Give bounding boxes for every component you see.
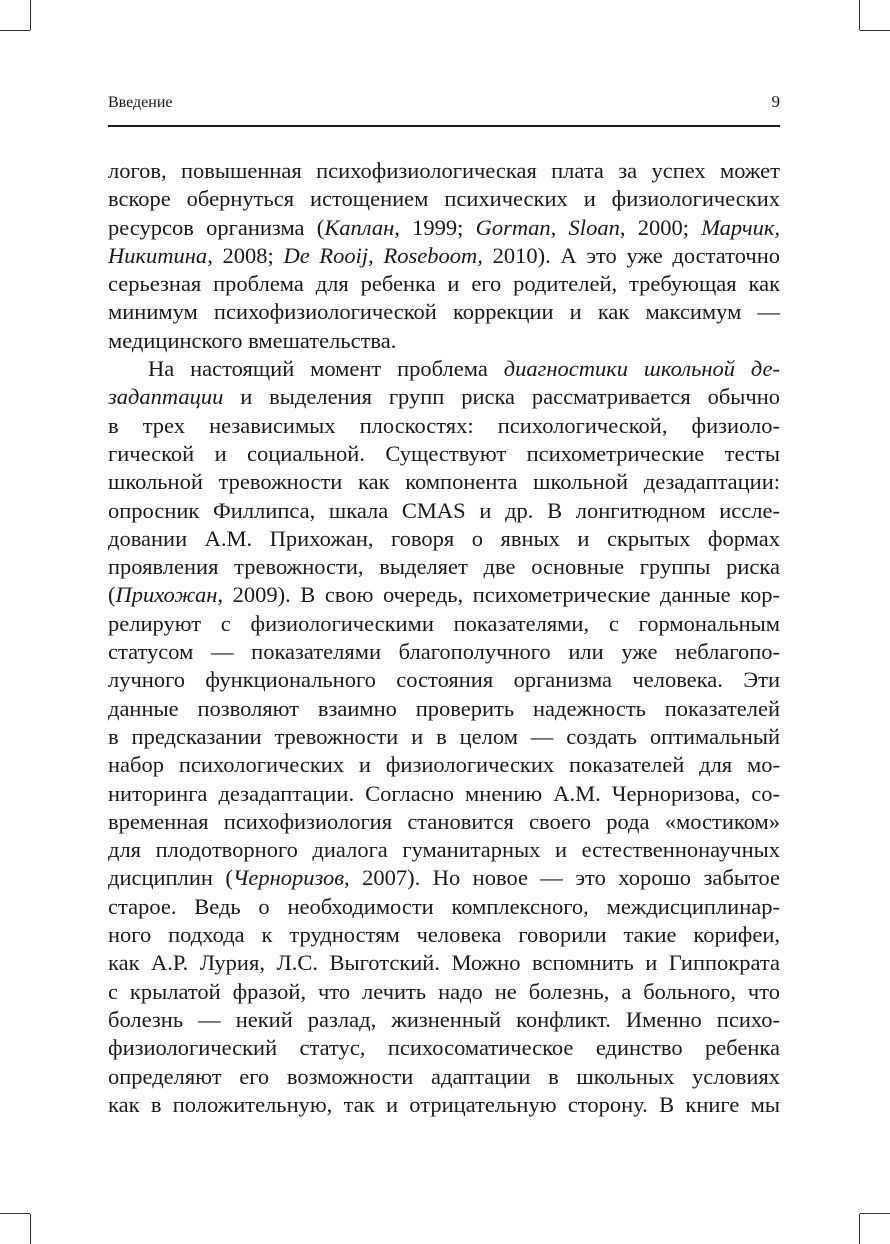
text-run: дисциплин ( (108, 865, 233, 891)
italic-citation: De Rooij, Roseboom, (283, 242, 483, 268)
header-rule (108, 125, 780, 127)
crop-mark-bottom-left-h (0, 1213, 30, 1214)
italic-citation: Марчик, (701, 214, 780, 240)
text-line (108, 1034, 780, 1062)
text-run: серьезная проблема для ребенка и его родителей, требующая как (108, 271, 780, 297)
text-run: На настоящий момент проблема (148, 356, 504, 382)
text-line (108, 723, 780, 751)
crop-mark-top-right (859, 0, 860, 30)
text-line (108, 610, 780, 638)
text-run: школьной тревожности как компонента школьной дезадаптации: (108, 469, 780, 495)
text-line (108, 921, 780, 949)
text-line (108, 695, 780, 723)
text-line (108, 440, 780, 468)
italic-citation: Gorman, Sloan (475, 214, 620, 240)
text-run: статусом — показателями благополучного или уже неблагопо- (108, 639, 780, 665)
text-run: минимум психофизиологической коррекции и как максимум — (108, 299, 780, 325)
text-line (108, 864, 780, 892)
text-run: определяют его возможности адаптации в школьных условиях (108, 1063, 780, 1089)
text-run: как А.Р. Лурия, Л.С. Выготский. Можно вспомнить и Гиппократа (108, 950, 780, 976)
crop-mark-top-left (30, 0, 31, 30)
text-line (108, 893, 780, 921)
text-run: физиологический статус, психосоматическое единство ребенка (108, 1035, 780, 1061)
italic-citation: Каплан (324, 214, 395, 240)
italic-citation: Никитина (108, 242, 208, 268)
text-run: ( (108, 582, 116, 608)
body-text (108, 157, 780, 1119)
text-run: как в положительную, так и отрицательную сторону. В книге мы (108, 1091, 780, 1117)
text-line (108, 553, 780, 581)
text-run: с крылатой фразой, что лечить надо не болезнь, а больного, что (108, 978, 780, 1004)
text-line (108, 1091, 780, 1119)
text-line (108, 751, 780, 779)
page-header (108, 92, 780, 112)
text-line (108, 949, 780, 977)
text-run: , 1999; (394, 214, 476, 240)
text-run: временная психофизиология становится своего рода «мостиком» (108, 808, 780, 834)
italic-citation: Черноризов (232, 865, 345, 891)
text-line (108, 1006, 780, 1034)
text-line (108, 836, 780, 864)
text-line (108, 468, 780, 496)
text-line (108, 808, 780, 836)
text-line (108, 270, 780, 298)
text-run: довании А.М. Прихожан, говоря о явных и скрытых формах (108, 525, 780, 551)
text-run: медицинского вмешательства. (108, 327, 397, 353)
text-run: 2010). А это уже достаточно (482, 242, 780, 268)
text-run: , 2008; (207, 242, 284, 268)
text-run: набор психологических и физиологических показателей для мо- (108, 752, 780, 778)
text-run: лучного функционального состояния организма человека. Эти (108, 667, 780, 693)
crop-mark-top-left-h (0, 30, 30, 31)
text-run: ного подхода к трудностям человека говорили такие корифеи, (108, 922, 780, 948)
page-number: 9 (771, 92, 780, 111)
text-run: для плодотворного диалога гуманитарных и естественнонаучных (108, 837, 780, 863)
text-line (108, 780, 780, 808)
text-run: старое. Ведь о необходимости комплексного, междисциплинар- (108, 893, 780, 919)
text-line (108, 298, 780, 326)
italic-citation: задаптации (108, 384, 224, 410)
text-line (108, 666, 780, 694)
crop-mark-top-right-h (860, 30, 890, 31)
text-line (108, 525, 780, 553)
text-run: данные позволяют взаимно проверить надежность показателей (108, 695, 780, 721)
text-line (108, 497, 780, 525)
text-line (108, 1063, 780, 1091)
text-line (108, 581, 780, 609)
text-run: в трех независимых плоскостях: психологической, физиоло- (108, 412, 780, 438)
italic-citation: диагностики школьной де- (503, 356, 780, 382)
text-run: болезнь — некий разлад, жизненный конфликт. Именно психо- (108, 1006, 780, 1032)
text-line (108, 978, 780, 1006)
text-line (108, 214, 780, 242)
text-line (108, 638, 780, 666)
text-run: в предсказании тревожности и в целом — создать оптимальный (108, 723, 780, 749)
text-run: ниторинга дезадаптации. Согласно мнению А.М. Черноризова, со- (108, 780, 780, 806)
text-line (108, 412, 780, 440)
text-run: проявления тревожности, выделяет две основные группы риска (108, 554, 780, 580)
italic-citation: Прихожан (115, 582, 218, 608)
text-line (108, 185, 780, 213)
text-line (108, 157, 780, 185)
text-run: , 2009). В свою очередь, психометрические данные кор- (217, 582, 780, 608)
text-run: логов, повышенная психофизиологическая плата за успех может (108, 158, 780, 183)
text-line (108, 327, 780, 355)
text-line (108, 355, 780, 383)
text-run: , 2007). Но новое — это хорошо забытое (344, 865, 780, 891)
text-line (108, 383, 780, 411)
text-run: вскоре обернуться истощением психических и физиологических (108, 186, 780, 212)
crop-mark-bottom-right-h (860, 1213, 890, 1214)
text-run: релируют с физиологическими показателями, с гормональным (108, 610, 780, 636)
text-run: и выделения групп риска рассматривается обычно (223, 384, 780, 410)
text-run: опросник Филлипса, шкала CMAS и др. В лонгитюдном иссле- (108, 497, 780, 523)
text-run: , 2000; (619, 214, 702, 240)
crop-mark-bottom-right (859, 1214, 860, 1244)
running-head: Введение (108, 94, 173, 111)
text-run: ресурсов организма ( (108, 214, 325, 240)
text-line (108, 242, 780, 270)
crop-mark-bottom-left (30, 1214, 31, 1244)
text-run: гической и социальной. Существуют психометрические тесты (108, 440, 780, 466)
